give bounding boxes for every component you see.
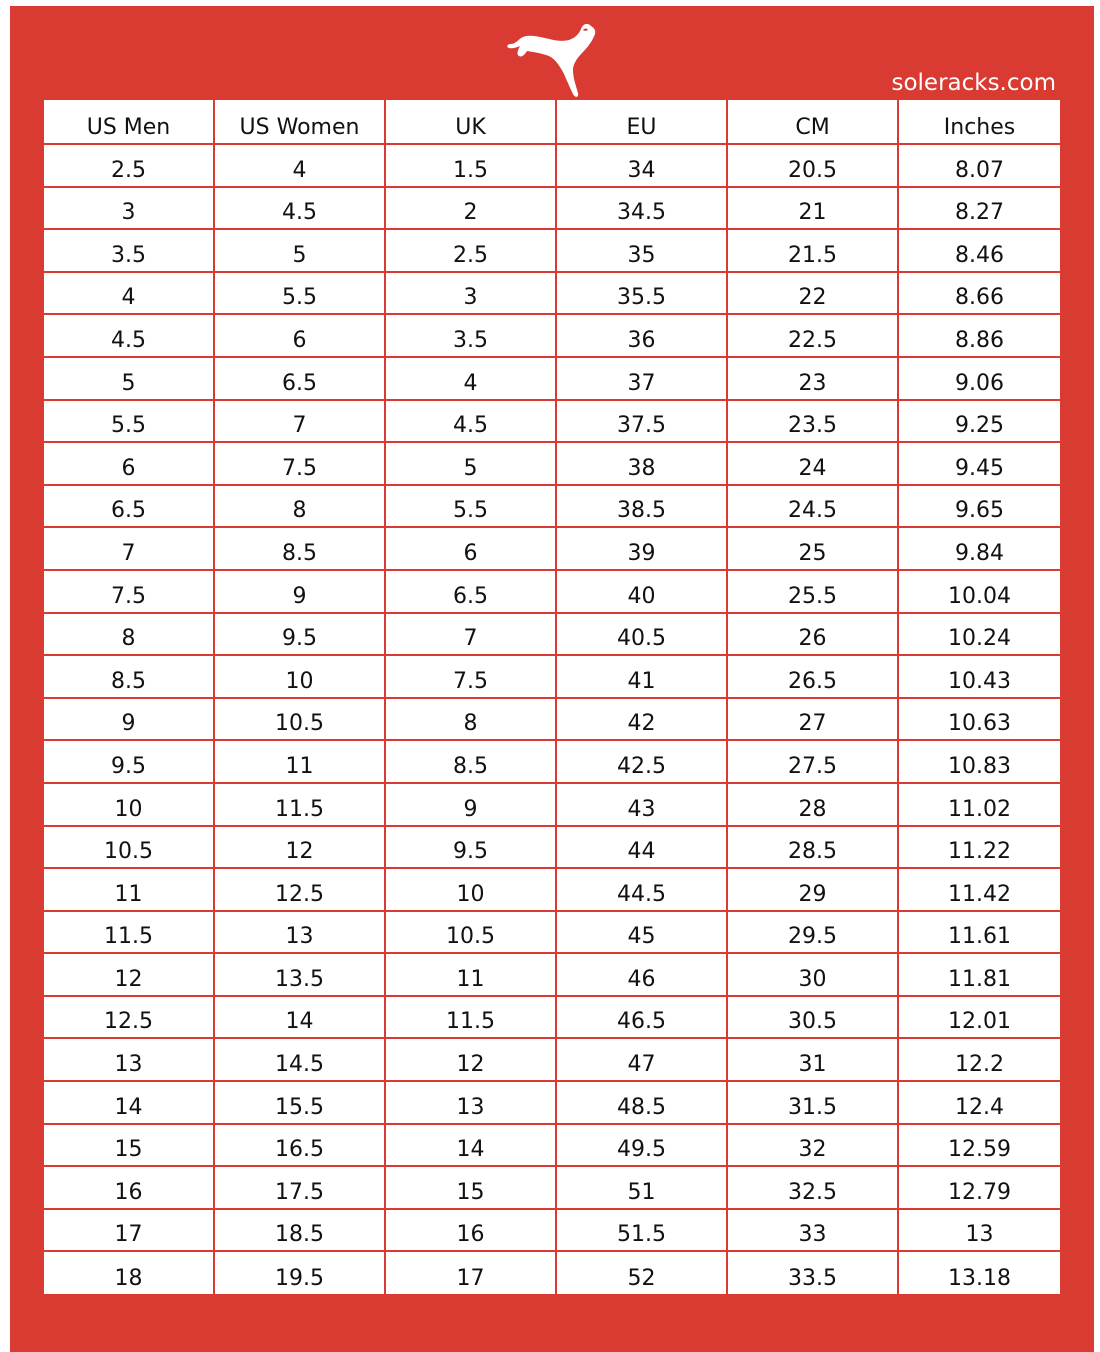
cell-us-women: 12.5: [214, 868, 385, 911]
cell-us-women: 19.5: [214, 1251, 385, 1294]
cell-cm: 22.5: [727, 314, 898, 357]
cell-inches: 12.59: [898, 1124, 1060, 1167]
table-row: [44, 272, 1060, 315]
cell-uk: 15: [385, 1166, 556, 1209]
cell-uk: 5: [385, 442, 556, 485]
table-row: [44, 868, 1060, 911]
table-row: [44, 1081, 1060, 1124]
cell-inches: 8.66: [898, 272, 1060, 315]
size-chart-sheet: [10, 6, 1094, 1352]
cell-us-women: 13: [214, 911, 385, 954]
cell-uk: 3: [385, 272, 556, 315]
cell-inches: 9.45: [898, 442, 1060, 485]
table-row: [44, 996, 1060, 1039]
cell-cm: 28: [727, 783, 898, 826]
cell-inches: 8.46: [898, 229, 1060, 272]
cell-us-men: 10.5: [44, 826, 214, 869]
cell-cm: 27: [727, 698, 898, 741]
table-row: [44, 911, 1060, 954]
header-inches: Inches: [898, 100, 1060, 144]
cell-eu: 40.5: [556, 613, 727, 656]
cell-inches: 11.61: [898, 911, 1060, 954]
cell-us-men: 16: [44, 1166, 214, 1209]
cell-cm: 30.5: [727, 996, 898, 1039]
cell-cm: 30: [727, 953, 898, 996]
cell-uk: 6: [385, 527, 556, 570]
cell-us-men: 8.5: [44, 655, 214, 698]
cell-inches: 11.81: [898, 953, 1060, 996]
cell-eu: 35.5: [556, 272, 727, 315]
cell-inches: 10.83: [898, 740, 1060, 783]
cell-uk: 9.5: [385, 826, 556, 869]
cell-us-men: 3.5: [44, 229, 214, 272]
table-row: [44, 485, 1060, 528]
cell-uk: 9: [385, 783, 556, 826]
cell-cm: 33: [727, 1209, 898, 1252]
cell-us-women: 7: [214, 400, 385, 443]
cell-eu: 42: [556, 698, 727, 741]
cell-us-men: 6.5: [44, 485, 214, 528]
cell-us-men: 4.5: [44, 314, 214, 357]
table-row: [44, 442, 1060, 485]
cell-uk: 7.5: [385, 655, 556, 698]
cell-uk: 5.5: [385, 485, 556, 528]
cell-cm: 26.5: [727, 655, 898, 698]
cell-cm: 24.5: [727, 485, 898, 528]
table-row: [44, 570, 1060, 613]
cell-uk: 6.5: [385, 570, 556, 613]
cell-cm: 27.5: [727, 740, 898, 783]
cell-cm: 25: [727, 527, 898, 570]
header-uk: UK: [385, 100, 556, 144]
table-row: [44, 783, 1060, 826]
cell-us-women: 5: [214, 229, 385, 272]
cell-cm: 33.5: [727, 1251, 898, 1294]
cell-us-women: 4.5: [214, 187, 385, 230]
table-row: [44, 1166, 1060, 1209]
cell-us-men: 2.5: [44, 144, 214, 187]
cell-us-women: 14: [214, 996, 385, 1039]
cell-us-women: 17.5: [214, 1166, 385, 1209]
cell-eu: 40: [556, 570, 727, 613]
cell-inches: 9.06: [898, 357, 1060, 400]
cell-inches: 12.4: [898, 1081, 1060, 1124]
table-row: [44, 357, 1060, 400]
cell-us-men: 4: [44, 272, 214, 315]
cell-eu: 51.5: [556, 1209, 727, 1252]
cell-us-men: 14: [44, 1081, 214, 1124]
cell-us-men: 12: [44, 953, 214, 996]
cell-inches: 13: [898, 1209, 1060, 1252]
cell-uk: 13: [385, 1081, 556, 1124]
cell-eu: 43: [556, 783, 727, 826]
cell-us-men: 7: [44, 527, 214, 570]
cell-eu: 46.5: [556, 996, 727, 1039]
cell-cm: 21.5: [727, 229, 898, 272]
cell-cm: 23.5: [727, 400, 898, 443]
cell-uk: 17: [385, 1251, 556, 1294]
cell-uk: 8: [385, 698, 556, 741]
cell-eu: 44.5: [556, 868, 727, 911]
cell-cm: 25.5: [727, 570, 898, 613]
table-row: [44, 826, 1060, 869]
cell-eu: 35: [556, 229, 727, 272]
cell-us-women: 5.5: [214, 272, 385, 315]
cell-us-women: 9.5: [214, 613, 385, 656]
cell-cm: 32.5: [727, 1166, 898, 1209]
cell-uk: 4: [385, 357, 556, 400]
cell-cm: 28.5: [727, 826, 898, 869]
size-conversion-table: [44, 100, 1060, 1294]
cell-us-men: 11: [44, 868, 214, 911]
cell-inches: 10.63: [898, 698, 1060, 741]
cell-us-men: 12.5: [44, 996, 214, 1039]
cell-eu: 47: [556, 1038, 727, 1081]
cell-us-women: 6: [214, 314, 385, 357]
cell-cm: 20.5: [727, 144, 898, 187]
header-cm: CM: [727, 100, 898, 144]
table-row: [44, 613, 1060, 656]
cell-uk: 7: [385, 613, 556, 656]
cell-cm: 32: [727, 1124, 898, 1167]
table-row: [44, 740, 1060, 783]
table-row: [44, 187, 1060, 230]
cell-eu: 37.5: [556, 400, 727, 443]
puma-cat-icon: [503, 20, 599, 100]
cell-us-women: 10: [214, 655, 385, 698]
cell-uk: 3.5: [385, 314, 556, 357]
header-us-women: US Women: [214, 100, 385, 144]
cell-inches: 8.27: [898, 187, 1060, 230]
cell-us-men: 7.5: [44, 570, 214, 613]
table-row: [44, 655, 1060, 698]
cell-uk: 16: [385, 1209, 556, 1252]
table-row: [44, 1209, 1060, 1252]
cell-us-men: 13: [44, 1038, 214, 1081]
cell-us-men: 15: [44, 1124, 214, 1167]
cell-inches: 9.25: [898, 400, 1060, 443]
cell-us-men: 10: [44, 783, 214, 826]
cell-us-men: 9: [44, 698, 214, 741]
cell-us-men: 8: [44, 613, 214, 656]
cell-cm: 31.5: [727, 1081, 898, 1124]
cell-us-women: 11.5: [214, 783, 385, 826]
cell-us-women: 6.5: [214, 357, 385, 400]
cell-inches: 12.2: [898, 1038, 1060, 1081]
cell-uk: 11: [385, 953, 556, 996]
cell-inches: 12.01: [898, 996, 1060, 1039]
cell-inches: 11.22: [898, 826, 1060, 869]
cell-inches: 8.86: [898, 314, 1060, 357]
cell-uk: 1.5: [385, 144, 556, 187]
cell-us-men: 9.5: [44, 740, 214, 783]
cell-eu: 46: [556, 953, 727, 996]
cell-uk: 8.5: [385, 740, 556, 783]
cell-inches: 11.02: [898, 783, 1060, 826]
cell-eu: 42.5: [556, 740, 727, 783]
cell-uk: 14: [385, 1124, 556, 1167]
cell-us-women: 11: [214, 740, 385, 783]
cell-us-women: 14.5: [214, 1038, 385, 1081]
cell-uk: 10: [385, 868, 556, 911]
cell-eu: 39: [556, 527, 727, 570]
table-row: [44, 1251, 1060, 1294]
cell-eu: 36: [556, 314, 727, 357]
cell-inches: 10.24: [898, 613, 1060, 656]
cell-uk: 2.5: [385, 229, 556, 272]
cell-us-men: 11.5: [44, 911, 214, 954]
cell-us-women: 4: [214, 144, 385, 187]
site-url: soleracks.com: [891, 70, 1056, 96]
table-row: [44, 527, 1060, 570]
table-row: [44, 698, 1060, 741]
cell-us-women: 16.5: [214, 1124, 385, 1167]
cell-eu: 44: [556, 826, 727, 869]
cell-eu: 52: [556, 1251, 727, 1294]
cell-us-women: 18.5: [214, 1209, 385, 1252]
cell-eu: 48.5: [556, 1081, 727, 1124]
cell-eu: 38.5: [556, 485, 727, 528]
cell-cm: 29: [727, 868, 898, 911]
cell-eu: 34: [556, 144, 727, 187]
cell-us-men: 6: [44, 442, 214, 485]
cell-us-men: 3: [44, 187, 214, 230]
cell-eu: 45: [556, 911, 727, 954]
cell-eu: 51: [556, 1166, 727, 1209]
header-eu: EU: [556, 100, 727, 144]
cell-cm: 22: [727, 272, 898, 315]
cell-cm: 23: [727, 357, 898, 400]
cell-eu: 38: [556, 442, 727, 485]
cell-inches: 11.42: [898, 868, 1060, 911]
cell-us-women: 12: [214, 826, 385, 869]
header-row: [44, 100, 1060, 144]
cell-us-men: 5.5: [44, 400, 214, 443]
cell-uk: 11.5: [385, 996, 556, 1039]
cell-uk: 12: [385, 1038, 556, 1081]
cell-inches: 8.07: [898, 144, 1060, 187]
cell-cm: 29.5: [727, 911, 898, 954]
cell-cm: 26: [727, 613, 898, 656]
header-us-men: US Men: [44, 100, 214, 144]
cell-inches: 10.43: [898, 655, 1060, 698]
cell-us-women: 7.5: [214, 442, 385, 485]
cell-us-women: 8.5: [214, 527, 385, 570]
cell-uk: 10.5: [385, 911, 556, 954]
table-row: [44, 229, 1060, 272]
cell-us-women: 13.5: [214, 953, 385, 996]
cell-us-men: 18: [44, 1251, 214, 1294]
cell-cm: 31: [727, 1038, 898, 1081]
cell-us-women: 10.5: [214, 698, 385, 741]
cell-eu: 34.5: [556, 187, 727, 230]
cell-uk: 4.5: [385, 400, 556, 443]
cell-eu: 49.5: [556, 1124, 727, 1167]
cell-inches: 10.04: [898, 570, 1060, 613]
cell-eu: 37: [556, 357, 727, 400]
cell-us-men: 5: [44, 357, 214, 400]
cell-inches: 9.65: [898, 485, 1060, 528]
table-row: [44, 1038, 1060, 1081]
cell-uk: 2: [385, 187, 556, 230]
table-row: [44, 144, 1060, 187]
cell-us-women: 9: [214, 570, 385, 613]
cell-cm: 21: [727, 187, 898, 230]
cell-inches: 9.84: [898, 527, 1060, 570]
cell-eu: 41: [556, 655, 727, 698]
table-row: [44, 953, 1060, 996]
cell-us-women: 8: [214, 485, 385, 528]
cell-us-women: 15.5: [214, 1081, 385, 1124]
cell-inches: 13.18: [948, 1266, 1011, 1292]
cell-us-men: 17: [44, 1209, 214, 1252]
table-row: [44, 400, 1060, 443]
table-row: [44, 1124, 1060, 1167]
table-row: [44, 314, 1060, 357]
cell-inches: 12.79: [898, 1166, 1060, 1209]
cell-cm: 24: [727, 442, 898, 485]
